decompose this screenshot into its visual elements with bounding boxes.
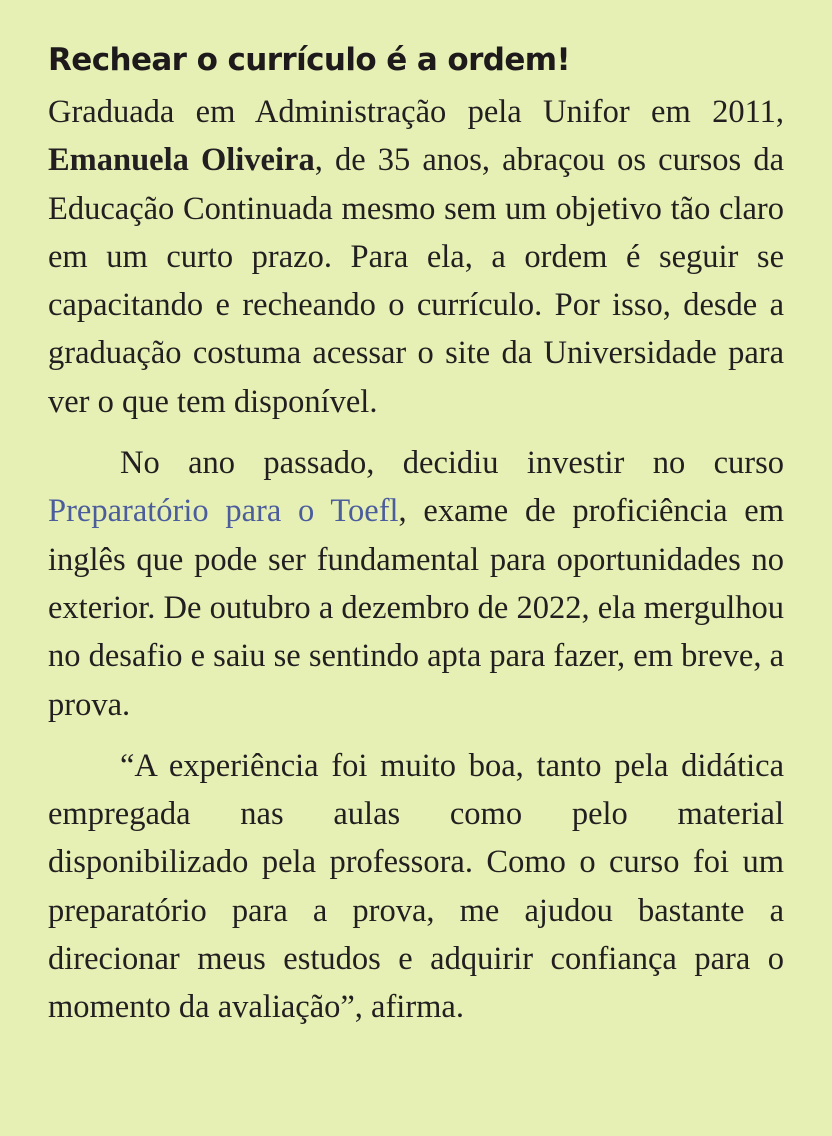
paragraph-2-lead: No ano passado, decidiu investir no curso [120,445,784,482]
course-link[interactable]: Preparatório para o Toefl [48,493,399,530]
paragraph-1-rest: , de 35 anos, abraçou os cursos da Educação Continuada mesmo sem um objetivo tão claro em um curto prazo. Para ela, a ordem é seguir se capacitando e recheando o currículo. Por isso, desde a graduação costuma acessar o site da Universidade para ver o que tem disponível. [48,142,784,420]
paragraph-3-quote: “A experiência foi muito boa, tanto pela didática empregada nas aulas como pelo material disponibilizado pela professora. Como o curso foi um preparatório para a prova, me ajudou bastante a direcionar meus estudos e adquirir confiança para o momento da avaliação”, afirma. [48,747,784,1026]
paragraph-1-lead: Graduada em Administração pela Unifor em 2011, [48,94,784,130]
paragraph-2-rest: , exame de proficiência em inglês que pode ser fundamental para oportunidades no exterior. De outubro a dezembro de 2022, ela mergulhou no desafio e saiu se sentindo apta para fazer, em breve, a prova. [48,493,784,723]
article-headline: Rechear o currículo é a ordem! [48,42,571,78]
person-name: Emanuela Oliveira [48,142,315,179]
paragraph-2 [48,439,784,729]
paragraph-1 [48,88,784,426]
